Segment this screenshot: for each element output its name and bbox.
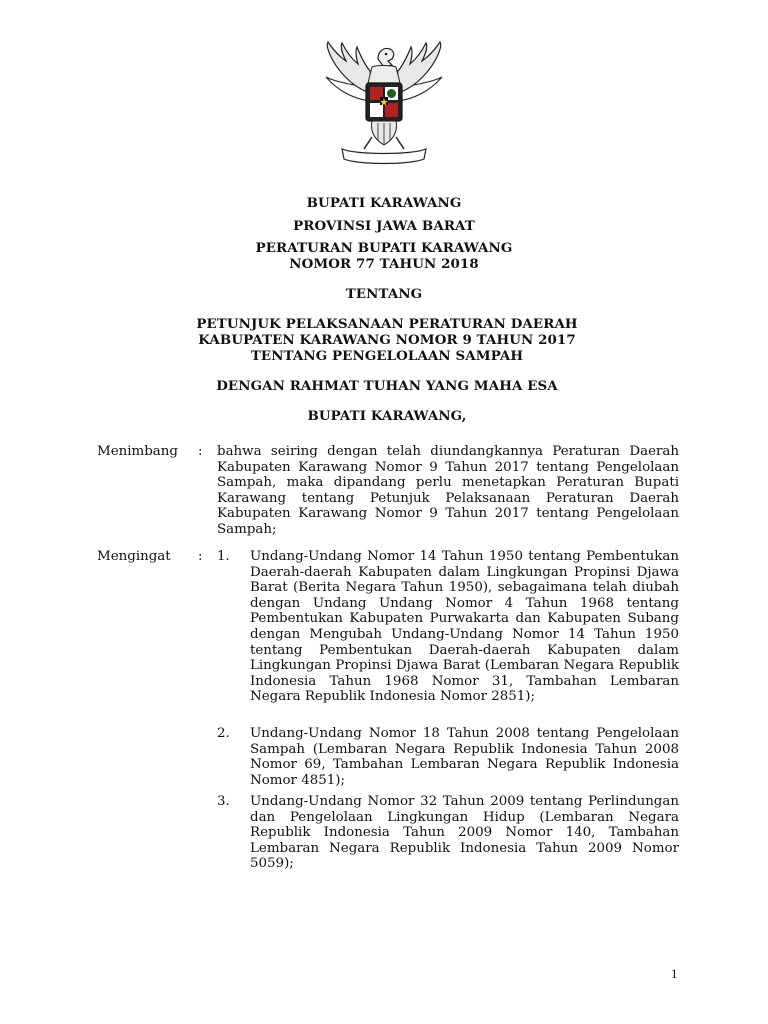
garuda-pancasila-emblem bbox=[312, 37, 456, 170]
mengingat-item-text: Undang-Undang Nomor 14 Tahun 1950 tentang Pembentukan Daerah-daerah Kabupaten dalam Lingkungan Propinsi Djawa Barat (Berita Negara Tahun 1950), sebagaimana telah diubah dengan Undang Undang Nomor 4 Tahun 1968 tentang Pembentukan Kabupaten Purwakarta dan Kabupaten Subang dengan Mengubah Undang-Undang Nomor 14 Tahun 1950 tentang Pembentukan Daerah-daerah Kabupaten dalam Lingkungan Propinsi Djawa Barat (Lembaran Negara Republik Indonesia Tahun 1968 Nomor 31, Tambahan Lembaran Negara Republik Indonesia Nomor 2851); bbox=[250, 549, 679, 705]
mengingat-item-text: Undang-Undang Nomor 32 Tahun 2009 tentang Perlindungan dan Pengelolaan Lingkungan Hidup (Lembaran Negara Republik Indonesia Tahun 2009 Nomor 140, Tambahan Lembaran Negara Republik Indonesia Tahun 2009 Nomor 5059); bbox=[250, 794, 679, 872]
menimbang-text: bahwa seiring dengan telah diundangkannya Peraturan Daerah Kabupaten Karawang Nomor 9 Tahun 2017 tentang Pengelolaan Sampah, maka dipandang perlu menetapkan Peraturan Bupati Karawang tentang Petunjuk Pelaksanaan Peraturan Daerah Kabupaten Karawang Nomor 9 Tahun 2017 tentang Pengelolaan Sampah; bbox=[217, 444, 679, 537]
mengingat-item-text: Undang-Undang Nomor 18 Tahun 2008 tentang Pengelolaan Sampah (Lembaran Negara Republik Indonesia Tahun 2008 Nomor 69, Tambahan Lembaran Negara Republik Indonesia Nomor 4851); bbox=[250, 726, 679, 788]
heading-nomor: NOMOR 77 TAHUN 2018 bbox=[289, 256, 479, 272]
heading-rahmat: DENGAN RAHMAT TUHAN YANG MAHA ESA bbox=[216, 378, 558, 394]
garuda-icon bbox=[312, 37, 456, 170]
mengingat-item-number: 2. bbox=[217, 726, 230, 741]
mengingat-label: Mengingat bbox=[97, 549, 171, 564]
menimbang-label: Menimbang bbox=[97, 444, 178, 459]
document-title-line-2: KABUPATEN KARAWANG NOMOR 9 TAHUN 2017 bbox=[198, 332, 576, 348]
heading-bupati: BUPATI KARAWANG bbox=[306, 195, 462, 211]
heading-provinsi: PROVINSI JAWA BARAT bbox=[293, 218, 475, 234]
heading-tentang: TENTANG bbox=[345, 286, 423, 302]
page-number: 1 bbox=[671, 966, 678, 981]
document-title-line-3: TENTANG PENGELOLAAN SAMPAH bbox=[250, 348, 524, 364]
mengingat-item-number: 3. bbox=[217, 794, 230, 809]
document-title-line-1: PETUNJUK PELAKSANAAN PERATURAN DAERAH bbox=[196, 316, 578, 332]
menimbang-colon: : bbox=[198, 444, 203, 459]
mengingat-item-number: 1. bbox=[217, 549, 230, 564]
heading-peraturan: PERATURAN BUPATI KARAWANG bbox=[255, 240, 513, 256]
mengingat-colon: : bbox=[198, 549, 203, 564]
heading-bupati-karawang: BUPATI KARAWANG, bbox=[307, 408, 467, 424]
